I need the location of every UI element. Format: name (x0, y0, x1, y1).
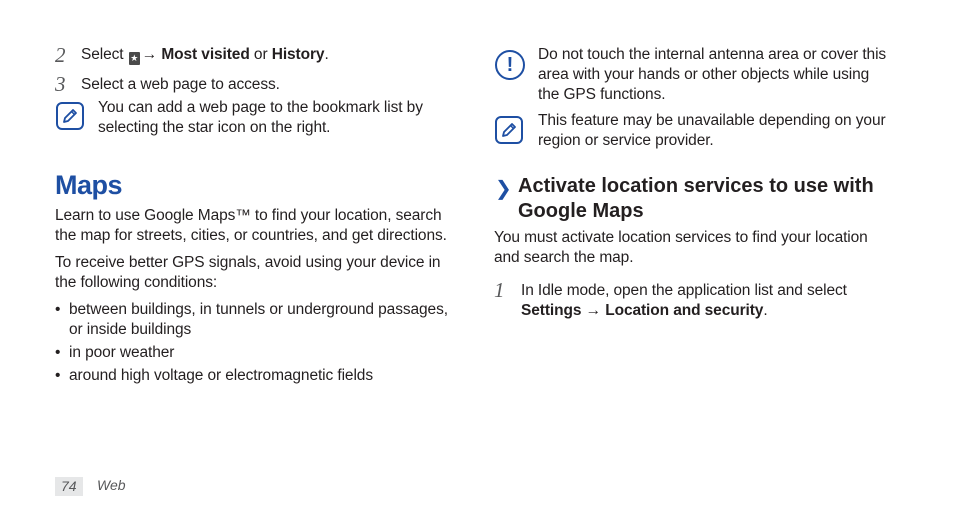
warning-line: the GPS functions. (538, 86, 666, 103)
step-line (521, 301, 921, 321)
list-item (55, 366, 460, 386)
history-label: History (271, 46, 325, 63)
bullet-dot: • (55, 367, 61, 384)
warning-text (538, 45, 918, 105)
step-2-text (81, 45, 329, 65)
page-number: 74 (55, 477, 83, 496)
period: . (324, 46, 329, 63)
note-line: selecting the star icon on the right. (98, 119, 331, 136)
note-bookmark (98, 98, 458, 138)
desc-line: and search the map. (494, 249, 634, 266)
location-description (494, 228, 914, 268)
chapter-label: Web (97, 477, 126, 493)
bullet-line: in poor weather (69, 344, 175, 361)
arrow: → (141, 46, 158, 63)
note-icon (495, 116, 523, 144)
bullet-line: or inside buildings (69, 321, 192, 338)
subsection-title (518, 174, 918, 224)
step-number: 2 (55, 43, 66, 67)
warning-icon: ! (495, 50, 525, 80)
list-item (55, 343, 460, 363)
bullet-dot: • (55, 344, 61, 361)
most-visited-label: Most visited (161, 46, 250, 63)
bullet-list (55, 300, 460, 386)
step-1-text (521, 281, 921, 321)
bullet-dot: • (55, 301, 61, 318)
intro-paragraph (55, 206, 455, 246)
intro-line: the map for streets, cities, or countries, and get directions. (55, 227, 447, 244)
note-line: region or service provider. (538, 132, 714, 149)
note-line: This feature may be unavailable depending on your (538, 112, 886, 129)
warning-line: area with your hands or other objects while using (538, 66, 870, 83)
intro-line: Learn to use Google Maps™ to find your location, search (55, 207, 442, 224)
subsection-title-line: Google Maps (518, 200, 644, 222)
list-item (55, 300, 460, 340)
chevron-right-icon: ❯ (495, 178, 512, 200)
step-text-select: Select (81, 46, 124, 63)
step-number: 1 (494, 278, 505, 302)
step-number: 3 (55, 72, 66, 96)
step-line: In Idle mode, open the application list and select (521, 282, 847, 299)
bullet-line: around high voltage or electromagnetic fields (69, 367, 373, 384)
gps-paragraph (55, 253, 455, 293)
subsection-title-line: Activate location services to use with (518, 175, 874, 197)
pencil-icon (61, 107, 79, 125)
gps-line: the following conditions: (55, 274, 218, 291)
gps-line: To receive better GPS signals, avoid using your device in (55, 254, 441, 271)
period: . (763, 302, 768, 319)
note-icon (56, 102, 84, 130)
location-security-label: Location and security (605, 302, 764, 319)
settings-label: Settings (521, 302, 582, 319)
desc-line: You must activate location services to find your location (494, 229, 868, 246)
pencil-icon (500, 121, 518, 139)
step-3-text: Select a web page to access. (81, 76, 280, 93)
bookmark-icon: ★ (130, 53, 139, 63)
note-availability (538, 111, 918, 151)
bullet-line: between buildings, in tunnels or underground passages, (69, 301, 448, 318)
warning-line: Do not touch the internal antenna area or cover this (538, 46, 887, 63)
section-title: Maps (55, 170, 123, 200)
note-line: You can add a web page to the bookmark list by (98, 99, 423, 116)
arrow: → (585, 302, 601, 319)
or-text: or (253, 46, 268, 63)
